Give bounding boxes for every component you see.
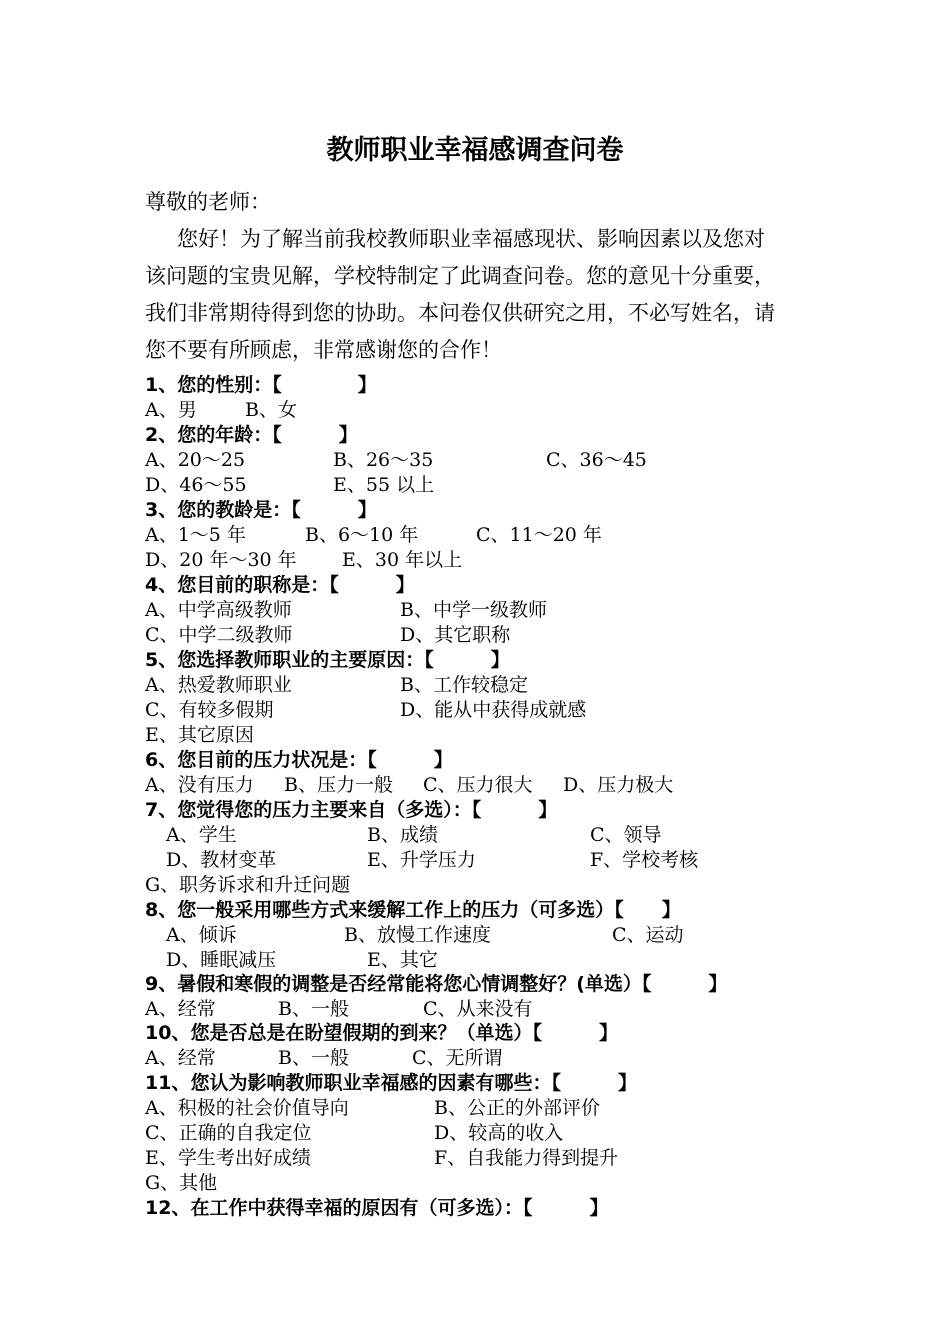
option: C、领导: [590, 824, 662, 846]
option: A、男: [145, 399, 197, 421]
option: B、女: [245, 399, 297, 421]
option: B、压力一般: [284, 774, 393, 796]
option: B、工作较稳定: [400, 674, 528, 696]
option: C、36～45: [546, 449, 647, 471]
option: B、公正的外部评价: [434, 1097, 600, 1119]
question-10: 10、您是否总是在盼望假期的到来？（单选）【 】: [145, 1022, 618, 1044]
option: B、中学一级教师: [400, 599, 547, 621]
question-6: 6、您目前的压力状况是：【 】: [145, 749, 453, 771]
intro-line: 您好！为了解当前我校教师职业幸福感现状、影响因素以及您对: [177, 227, 765, 251]
option: E、学生考出好成绩: [145, 1147, 311, 1169]
intro-line: 我们非常期待得到您的协助。本问卷仅供研究之用，不必写姓名，请: [145, 301, 775, 325]
option: B、成绩: [367, 824, 438, 846]
question-11: 11、您认为影响教师职业幸福感的因素有哪些：【 】: [145, 1072, 637, 1094]
option: A、20～25: [145, 449, 246, 471]
option: B、一般: [278, 1047, 349, 1069]
option: D、较高的收入: [434, 1122, 564, 1144]
option: C、11～20 年: [476, 524, 602, 546]
option: D、能从中获得成就感: [400, 699, 587, 721]
option: B、放慢工作速度: [344, 924, 491, 946]
option: C、无所谓: [412, 1047, 503, 1069]
option: A、中学高级教师: [145, 599, 292, 621]
option: E、30 年以上: [342, 549, 463, 571]
option: A、经常: [145, 1047, 216, 1069]
intro-line: 您不要有所顾虑，非常感谢您的合作！: [145, 338, 502, 362]
question-2: 2、您的年龄：【 】: [145, 424, 358, 446]
option: A、没有压力: [145, 774, 254, 796]
page-title: 教师职业幸福感调查问卷: [326, 135, 624, 166]
question-12: 12、在工作中获得幸福的原因有（可多选）：【 】: [145, 1197, 609, 1219]
option: E、55 以上: [333, 474, 435, 496]
option: C、中学二级教师: [145, 624, 293, 646]
question-5: 5、您选择教师职业的主要原因：【 】: [145, 649, 510, 671]
option: A、积极的社会价值导向: [145, 1097, 349, 1119]
option: D、其它职称: [400, 624, 511, 646]
intro-line: 该问题的宝贵见解，学校特制定了此调查问卷。您的意见十分重要，: [145, 264, 775, 288]
option: A、经常: [145, 998, 216, 1020]
option: E、其它原因: [145, 724, 254, 746]
option: G、职务诉求和升迁问题: [145, 874, 351, 896]
option: D、20 年～30 年: [145, 549, 297, 571]
option: B、6～10 年: [305, 524, 419, 546]
option: E、其它: [367, 949, 438, 971]
option: C、运动: [612, 924, 684, 946]
question-9: 9、暑假和寒假的调整是否经常能将您心情调整好？(单选）【 】: [145, 973, 728, 995]
option: C、正确的自我定位: [145, 1122, 312, 1144]
question-3: 3、您的教龄是：【 】: [145, 499, 377, 521]
question-7: 7、您觉得您的压力主要来自（多选）：【 】: [145, 799, 558, 821]
option: A、1～5 年: [145, 524, 246, 546]
option: D、压力极大: [563, 774, 674, 796]
option: C、从来没有: [423, 998, 533, 1020]
option: F、自我能力得到提升: [434, 1147, 619, 1169]
option: F、学校考核: [590, 849, 699, 871]
option: A、倾诉: [166, 924, 237, 946]
question-8: 8、您一般采用哪些方式来缓解工作上的压力（可多选）【 】: [145, 899, 681, 921]
option: E、升学压力: [367, 849, 476, 871]
question-4: 4、您目前的职称是：【 】: [145, 574, 415, 596]
option: D、教材变革: [166, 849, 277, 871]
option: A、学生: [166, 824, 237, 846]
option: B、一般: [278, 998, 349, 1020]
greeting: 尊敬的老师：: [145, 190, 271, 214]
option: A、热爱教师职业: [145, 674, 292, 696]
option: G、其他: [145, 1172, 218, 1194]
option: B、26～35: [333, 449, 434, 471]
question-1: 1、您的性别：【 】: [145, 374, 377, 396]
option: D、睡眠减压: [166, 949, 277, 971]
option: C、压力很大: [423, 774, 533, 796]
option: D、46～55: [145, 474, 247, 496]
option: C、有较多假期: [145, 699, 274, 721]
